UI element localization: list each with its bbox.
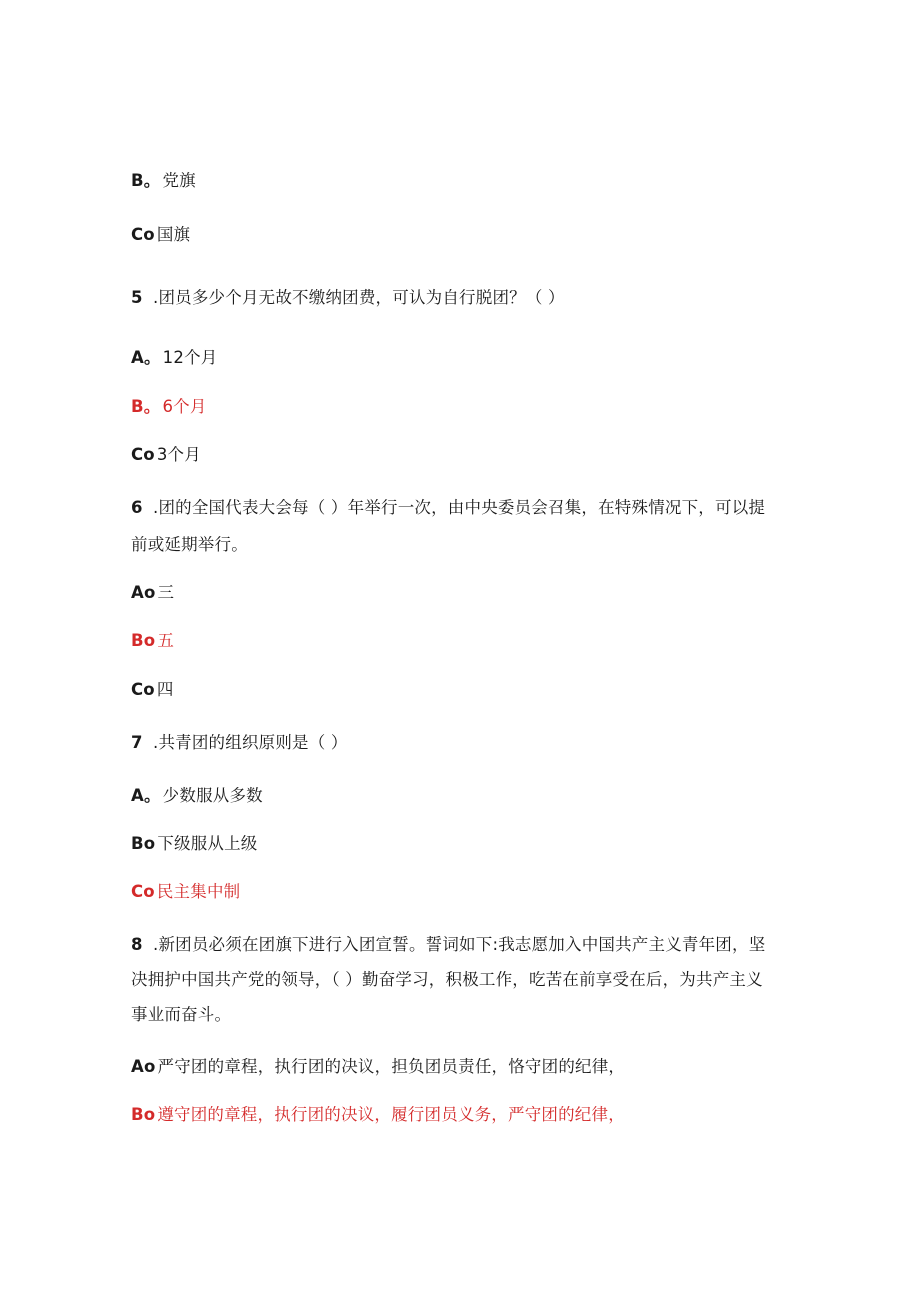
option-label: B。 [131,397,161,416]
question-8 [131,935,765,955]
question-text: .共青团的组织原则是（ ） [153,733,348,752]
option-text: 下级服从上级 [157,834,258,853]
option-text: 遵守团的章程，执行团的决议，履行团员义务，严守团的纪律， [157,1105,625,1124]
option-4c [131,225,190,245]
option-text: 四 [156,680,174,699]
option-text: 三 [157,583,175,602]
option-text: 严守团的章程，执行团的决议，担负团员责任，恪守团的纪律， [157,1057,626,1076]
question-number: 6 [131,498,143,517]
option-label: Ao [131,583,156,602]
question-text: .团员多少个月无故不缴纳团费，可认为自行脱团？（ ） [153,288,565,307]
question-7 [131,733,348,753]
option-label: Bo [131,1105,156,1124]
option-5c [131,445,201,465]
option-8a [131,1057,625,1077]
question-6-continuation [131,535,248,555]
option-6c [131,680,174,700]
option-label: Ao [131,1057,156,1076]
option-text: 12个月 [162,348,218,367]
option-6b-correct [131,631,174,651]
option-label: Co [131,882,155,901]
option-label: Bo [131,834,156,853]
question-text: 事业而奋斗。 [131,1005,232,1024]
question-number: 5 [131,288,143,307]
option-4b [131,171,196,191]
option-7a [131,786,263,806]
option-8b-correct [131,1105,625,1125]
option-label: Co [131,680,155,699]
option-5a [131,348,217,368]
option-6a [131,583,174,603]
option-label: Co [131,445,155,464]
question-text: .团的全国代表大会每（ ）年举行一次，由中央委员会召集，在特殊情况下，可以提 [153,498,766,517]
option-text: 五 [157,631,175,650]
question-8-continuation-2 [131,1005,231,1025]
option-7c-correct [131,882,240,902]
option-text: 3个月 [156,445,201,464]
option-label: A。 [131,348,161,367]
option-text: 6个月 [162,397,207,416]
option-text: 党旗 [162,171,196,190]
question-number: 7 [131,733,143,752]
question-6 [131,498,765,518]
question-text: 前或延期举行。 [131,535,248,554]
option-label: B。 [131,171,161,190]
option-text: 民主集中制 [156,882,241,901]
question-5 [131,288,565,308]
question-text: 决拥护中国共产党的领导，（ ）勤奋学习，积极工作，吃苦在前享受在后，为共产主义 [131,970,763,989]
question-text: .新团员必须在团旗下进行入团宣誓。誓词如下:我志愿加入中国共产主义青年团，坚 [153,935,766,954]
option-label: Co [131,225,155,244]
option-text: 少数服从多数 [162,786,263,805]
question-8-continuation-1 [131,970,763,990]
option-7b [131,834,258,854]
option-5b-correct [131,397,207,417]
question-number: 8 [131,935,143,954]
option-label: A。 [131,786,161,805]
option-label: Bo [131,631,156,650]
option-text: 国旗 [156,225,191,244]
